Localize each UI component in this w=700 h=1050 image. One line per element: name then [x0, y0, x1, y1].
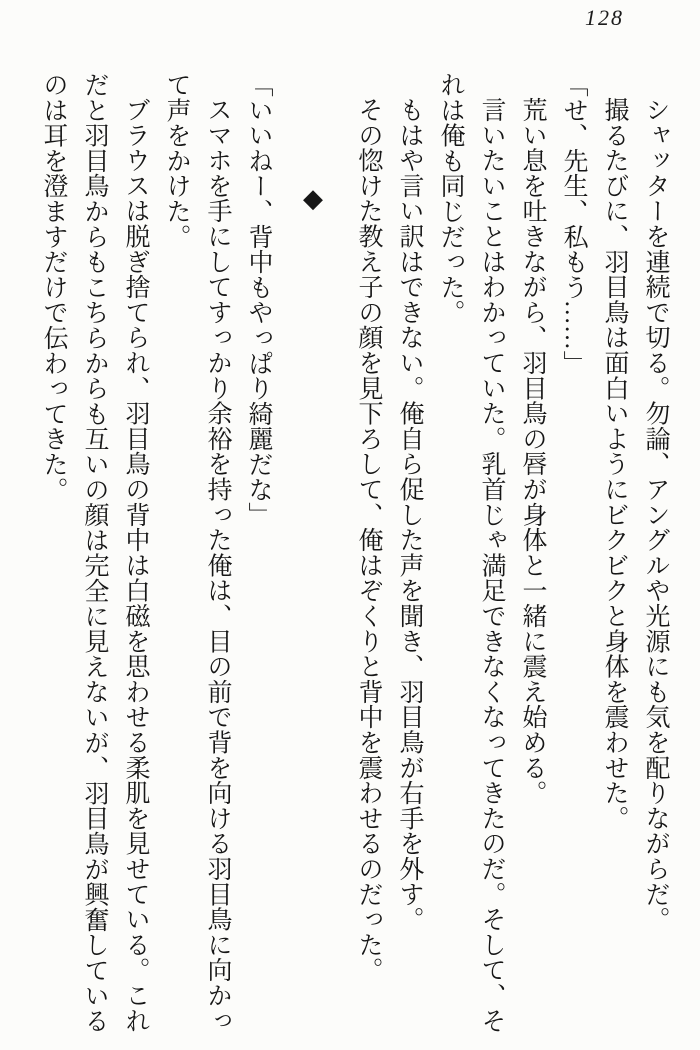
text-line: 撮るたびに、羽目鳥は面白いようにビクビクと身体を震わせた。: [601, 97, 628, 831]
paragraph-dialogue: [553, 72, 594, 1035]
paragraph-narration: [512, 72, 553, 1035]
paragraph-dialogue: [238, 72, 279, 1035]
text-line: 「いいねー、背中もやっぱり綺麗だな」: [245, 72, 272, 528]
page-number: 128: [585, 5, 624, 30]
text-line: 言いたいことはわかっていた。乳首じゃ満足できなくなってきたのだ。そして、そ: [478, 97, 505, 1034]
text-line: のは耳を澄ますだけで伝わってきた。: [40, 72, 67, 503]
text-line: ブラウスは脱ぎ捨てられ、羽目鳥の背中は白磁を思わせる柔肌を見せている。これ: [122, 97, 149, 1034]
text-line: その惚けた教え子の顔を見下ろして、俺はぞくりと背中を震わせるのだった。: [355, 97, 382, 983]
paragraph-narration: [635, 72, 676, 1035]
text-line: スマホを手にしてすっかり余裕を持った俺は、目の前で背を向ける羽目鳥に向かっ: [204, 97, 231, 1034]
text-line: 「せ、先生、私もう……」: [560, 72, 587, 376]
text-line: 荒い息を吐きながら、羽目鳥の唇が身体と一緒に震え始める。: [519, 97, 546, 806]
paragraph-narration: [594, 72, 635, 1035]
scene-break-marker: ◆: [299, 184, 328, 215]
paragraph-narration: [156, 72, 238, 1035]
text-line: れは俺も同じだった。: [437, 72, 464, 325]
scene-break: [293, 72, 334, 1035]
text-line: だと羽目鳥からもこちらからも互いの顔は完全に見えないが、羽目鳥が興奮している: [81, 72, 108, 1034]
paragraph-narration: [33, 72, 156, 1035]
text-line: もはや言い訳はできない。俺自ら促した声を聞き、羽目鳥が右手を外す。: [396, 97, 423, 932]
page-text: [33, 72, 676, 1035]
text-line: て声をかけた。: [163, 72, 190, 250]
paragraph-narration: [389, 72, 430, 1035]
paragraph-narration: [348, 72, 389, 1035]
paragraph-narration: [430, 72, 512, 1035]
text-line: シャッターを連続で切る。勿論、アングルや光源にも気を配りながらだ。: [642, 97, 669, 932]
